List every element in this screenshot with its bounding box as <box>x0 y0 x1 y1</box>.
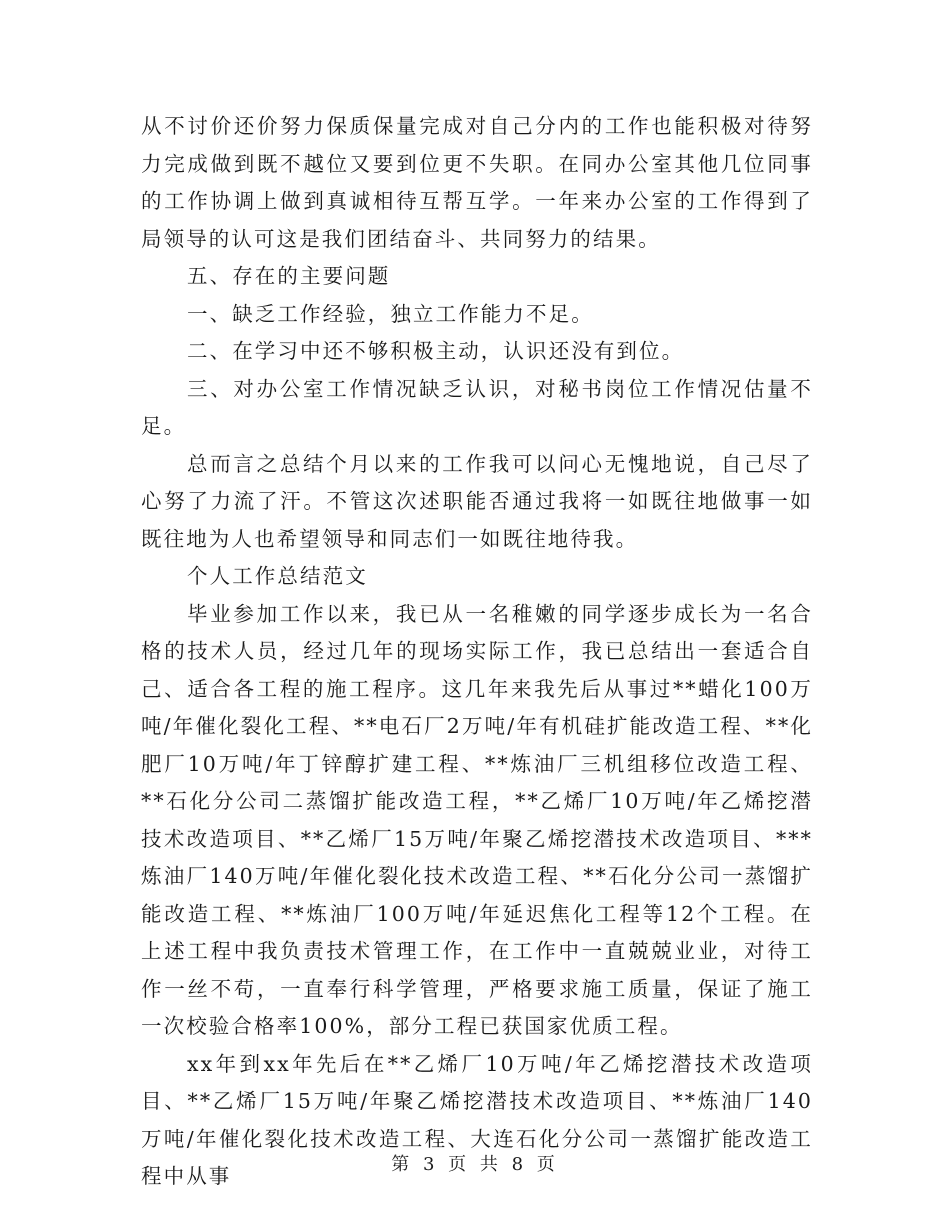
section-heading-problems: 五、存在的主要问题 <box>187 264 391 288</box>
paragraph-projects: xx年到xx年先后在**乙烯厂10万吨/年乙烯挖潜技术改造项目、**乙烯厂15万吨/年聚乙烯挖潜技术改造项目、**炼油厂140万吨/年催化裂化技术改造工程、大连石化分公司一蒸馏扩能改造工程中从事 <box>141 1051 813 1188</box>
problem-item-3: 三、对办公室工作情况缺乏认识，对秘书岗位工作情况估量不足。 <box>141 376 813 438</box>
problem-item-2: 二、在学习中还不够积极主动，认识还没有到位。 <box>187 339 685 363</box>
paragraph-experience: 毕业参加工作以来，我已从一名稚嫩的同学逐步成长为一名合格的技术人员，经过几年的现场实际工作，我已总结出一套适合自己、适合各工程的施工程序。这几年来我先后从事过**蜡化100万吨/年催化裂化工程、**电石厂2万吨/年有机硅扩能改造工程、**化肥厂10万吨/年丁锌醇扩建工程、**炼油厂三机组移位改造工程、**石化分公司二蒸馏扩能改造工程，**乙烯厂10万吨/年乙烯挖潜技术改造项目、**乙烯厂15万吨/年聚乙烯挖潜技术改造项目、***炼油厂140万吨/年催化裂化技术改造工程、**石化分公司一蒸馏扩能改造工程、**炼油厂100万吨/年延迟焦化工程等12个工程。在上述工程中我负责技术管理工作，在工作中一直兢兢业业，对待工作一丝不苟，一直奉行科学管理，严格要求施工质量，保证了施工一次校验合格率100%，部分工程已获国家优质工程。 <box>141 601 813 1038</box>
page-footer: 第 3 页 共 8 页 <box>391 1154 559 1175</box>
paragraph-continuation: 从不讨价还价努力保质保量完成对自己分内的工作也能积极对待努力完成做到既不越位又要到位更不失职。在同办公室其他几位同事的工作协调上做到真诚相待互帮互学。一年来办公室的工作得到了局领导的认可这是我们团结奋斗、共同努力的结果。 <box>141 114 813 251</box>
document-body <box>141 108 813 1196</box>
section-heading-sample: 个人工作总结范文 <box>187 564 368 588</box>
paragraph-conclusion: 总而言之总结个月以来的工作我可以问心无愧地说，自己尽了心努了力流了汗。不管这次述职能否通过我将一如既往地做事一如既往地为人也希望领导和同志们一如既往地待我。 <box>141 451 813 551</box>
problem-item-1: 一、缺乏工作经验，独立工作能力不足。 <box>187 301 594 326</box>
